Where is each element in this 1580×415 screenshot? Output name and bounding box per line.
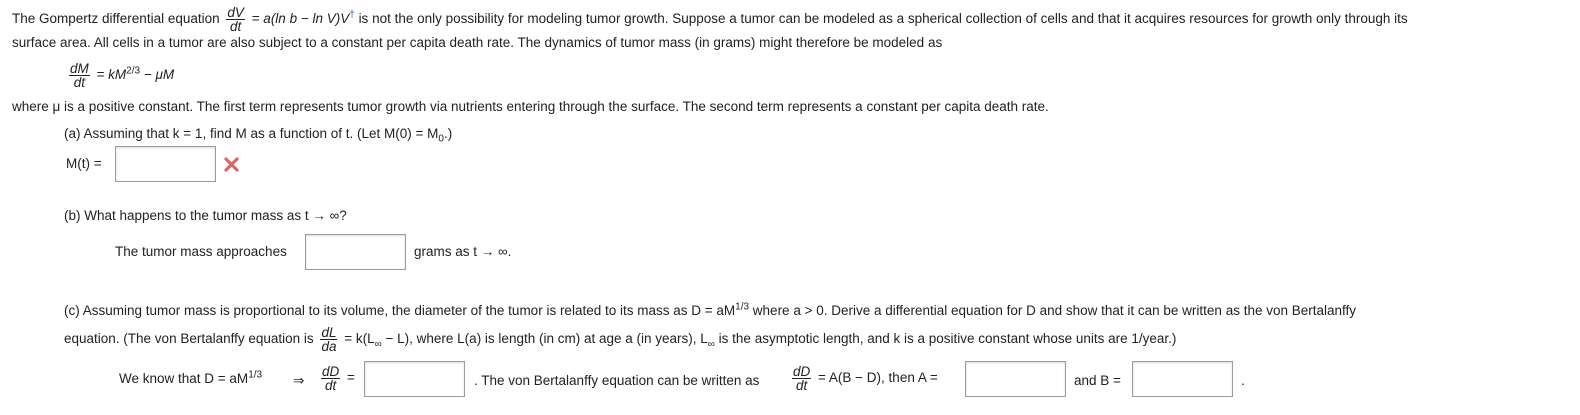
know-exponent: 1/3	[248, 369, 263, 381]
B-answer-input[interactable]	[1132, 361, 1233, 397]
final-period: .	[1241, 373, 1245, 388]
part-c-line-1	[64, 302, 1356, 320]
A-answer-input[interactable]	[965, 361, 1066, 397]
model-rhs-post: − μM	[143, 67, 175, 83]
implies-arrow: ⇒	[293, 373, 305, 388]
vb-infinity-subscript-2: ∞	[707, 338, 715, 350]
and-b-label: and B =	[1074, 373, 1121, 388]
vb2-fraction	[792, 365, 811, 392]
gompertz-fraction	[226, 6, 245, 33]
part-c-line-1-pre: (c) Assuming tumor mass is proportional to its volume, the diameter of the tumor is related to its mass as D = aM	[64, 303, 736, 318]
vb-denominator: da	[321, 339, 337, 354]
part-b-answer-input[interactable]	[305, 234, 406, 270]
part-c-line-2	[64, 326, 1176, 353]
where-line: where μ is a positive constant. The first term represents tumor growth via nutrients entering through the surface. The second term represents a constant per capita death rate.	[12, 99, 1049, 114]
von-bertalanffy-fraction	[320, 326, 337, 353]
part-c-line-2-end: is the asymptotic length, and k is a positive constant whose units are 1/year.)	[714, 331, 1177, 347]
part-a-question-text: (a) Assuming that k = 1, find M as a function of t. (Let M(0) = M	[64, 126, 439, 141]
part-a-answer-input[interactable]	[115, 146, 216, 182]
part-c-line-1-exponent: 1/3	[735, 301, 750, 313]
gompertz-rhs: = a(ln b − ln V)V	[251, 11, 350, 27]
part-c-know-text	[119, 370, 262, 388]
part-b-label-post: grams as t → ∞.	[414, 244, 512, 259]
dDdt-numerator: dD	[322, 364, 340, 379]
dDdt-equals: =	[347, 370, 355, 386]
part-a-question	[64, 125, 452, 143]
incorrect-x-icon	[224, 157, 239, 172]
intro-text-pre: The Gompertz differential equation	[12, 11, 220, 27]
part-b-label-pre: The tumor mass approaches	[115, 244, 287, 259]
part-a-question-end: .)	[443, 126, 453, 141]
model-rhs-pre: = kM	[96, 67, 127, 83]
intro-text-post: is not the only possibility for modeling tumor growth. Suppose a tumor can be modeled as a spherical collection of cells and that it acquires resources for growth only through its	[358, 11, 1408, 27]
vb-numerator: dL	[321, 325, 337, 340]
vb2-denominator: dt	[796, 378, 808, 393]
part-c-line-2-post: − L), where L(a) is length (in cm) at age a (in years), L	[381, 331, 708, 347]
model-numerator: dM	[70, 61, 89, 76]
vb-text: . The von Bertalanffy equation can be written as	[474, 373, 760, 388]
vb2-rhs: = A(B − D), then A =	[818, 370, 938, 386]
footnote-dagger[interactable]: †	[349, 9, 355, 21]
know-pre: We know that D = aM	[119, 371, 249, 386]
dDdt-answer-input[interactable]	[364, 361, 465, 397]
part-c-line-1-post: where a > 0. Derive a differential equation for D and show that it can be written as the von Bertalanffy	[749, 303, 1357, 318]
model-denominator: dt	[73, 75, 86, 90]
model-fraction	[69, 62, 90, 89]
dDdt-fraction	[321, 365, 340, 392]
part-a-label: M(t) =	[66, 156, 102, 171]
gompertz-denominator: dt	[230, 19, 242, 34]
dDdt-denominator: dt	[325, 378, 337, 393]
part-b-question: (b) What happens to the tumor mass as t → ∞?	[64, 208, 347, 223]
vb2-numerator: dD	[793, 364, 811, 379]
part-c-line-2-pre: equation. (The von Bertalanffy equation is	[64, 331, 314, 347]
model-equation	[66, 62, 174, 89]
part-a-question-subscript: 0	[438, 133, 444, 145]
vb-infinity-subscript: ∞	[374, 338, 382, 350]
model-rhs-exponent: 2/3	[126, 65, 141, 77]
vb-equation: = k(L	[344, 331, 375, 347]
gompertz-numerator: dV	[227, 5, 244, 20]
dDdt-fraction-wrap	[318, 365, 355, 392]
intro-line-2: surface area. All cells in a tumor are also subject to a constant per capita death rate. The dynamics of tumor mass (in grams) might therefore be modeled as	[12, 35, 943, 50]
vb2-equation	[789, 365, 938, 392]
intro-line-1	[12, 6, 1408, 33]
